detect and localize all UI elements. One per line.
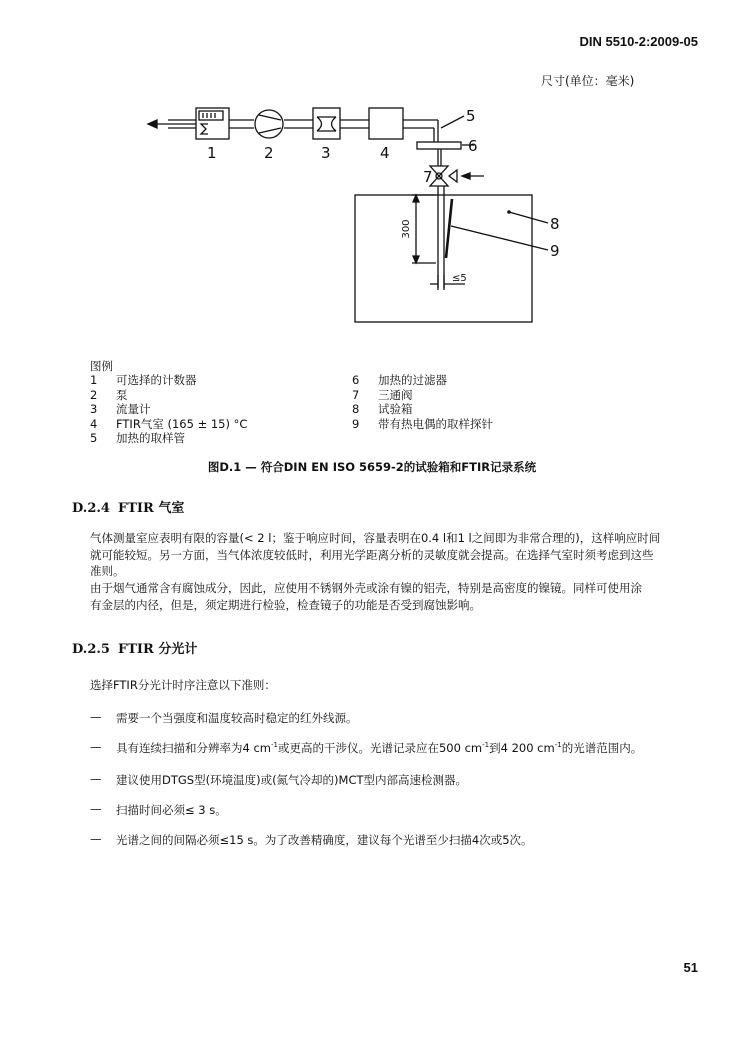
label-9: 9 <box>550 242 560 260</box>
valve-side <box>449 170 457 182</box>
label-7: 7 <box>423 168 433 186</box>
section-heading-d24: D.2.4 FTIR 气室 <box>72 501 185 516</box>
legend-item: 6 加热的过滤器 <box>352 373 447 387</box>
dim-5-label: ≤5 <box>452 273 467 284</box>
label-4: 4 <box>380 144 390 162</box>
legend-left <box>90 373 247 446</box>
legend-right <box>352 373 493 431</box>
valve-top <box>430 166 448 176</box>
heated-filter <box>417 142 461 149</box>
legend-item: 9 带有热电偶的取样探针 <box>352 416 493 431</box>
legend-item: 7 三通阀 <box>352 387 413 402</box>
valve-bottom <box>430 176 448 186</box>
thermocouple-probe <box>446 199 452 258</box>
list-item: — 建议使用DTGS型(环境温度)或(氮气冷却的)MCT型内部高速检测器。 <box>90 772 468 787</box>
unit-note: 尺寸(单位：毫米) <box>541 74 635 88</box>
label-1: 1 <box>207 144 217 162</box>
dim-300-label: 300 <box>401 219 412 239</box>
exhaust-arrowhead <box>148 120 157 128</box>
legend-item: 2 泵 <box>90 387 128 402</box>
paragraph-d25-intro: 选择FTIR分光计时序注意以下准则： <box>90 678 276 692</box>
flowmeter-box <box>313 108 340 139</box>
ftir-system-diagram <box>0 0 744 360</box>
section-heading-d25: D.2.5 FTIR 分光计 <box>72 642 198 657</box>
list-item: — 具有连续扫描和分辨率为4 $cm^{-1}$或更高的干涉仪。光谱记录应在500 $cm^{-1}$到4 200 $cm^{-1}$的光谱范围内。 <box>90 740 643 755</box>
label-6: 6 <box>468 137 478 155</box>
list-item: — 扫描时间必须≤ 3 s。 <box>90 802 227 817</box>
legend-title: 图例 <box>90 359 113 373</box>
legend-item: 8 试验箱 <box>352 402 413 417</box>
paragraph-d24-1: 气体测量室应表明有限的容量(< 2 l；鉴于响应时间，容量表明在0.4 l和1 l之间即为非常合理的)，这样响应时间 就可能较短。另一方面，当气体浓度较低时，利用光学距离分析的灵敏度就会提高。在选择气室时须考虑到这些 准则。 <box>90 531 661 578</box>
figure-caption: 图D.1 — 符合DIN EN ISO 5659-2的试验箱和FTIR记录系统 <box>207 460 537 474</box>
label-5: 5 <box>466 107 476 125</box>
list-item: — 光谱之间的间隔必须≤15 s。为了改善精确度，建议每个光谱至少扫描4次或5次。 <box>90 832 533 847</box>
legend-item: 1 可选择的计数器 <box>90 373 197 387</box>
list-item: — 需要一个当强度和温度较高时稳定的红外线源。 <box>90 710 358 725</box>
label-2: 2 <box>264 144 274 162</box>
legend-item: 5 加热的取样管 <box>90 431 185 446</box>
legend-item: 4 FTIR气室 (165 ± 15) °C <box>90 416 248 431</box>
page-number: 51 <box>683 960 698 975</box>
pump-circle <box>255 110 283 138</box>
legend-item: 3 流量计 <box>90 402 151 417</box>
label-3: 3 <box>321 144 331 162</box>
document-id: DIN 5510-2:2009-05 <box>579 34 698 49</box>
ftir-cell-box <box>369 108 403 139</box>
paragraph-d24-2: 由于烟气通常含有腐蚀成分，因此，应使用不锈钢外壳或涂有镍的铝壳，特别是高密度的镍镜。同样可使用涂 有金层的内径，但是，须定期进行检验，检查镜子的功能是否受到腐蚀影响。 <box>90 581 642 612</box>
label-8: 8 <box>550 215 560 233</box>
